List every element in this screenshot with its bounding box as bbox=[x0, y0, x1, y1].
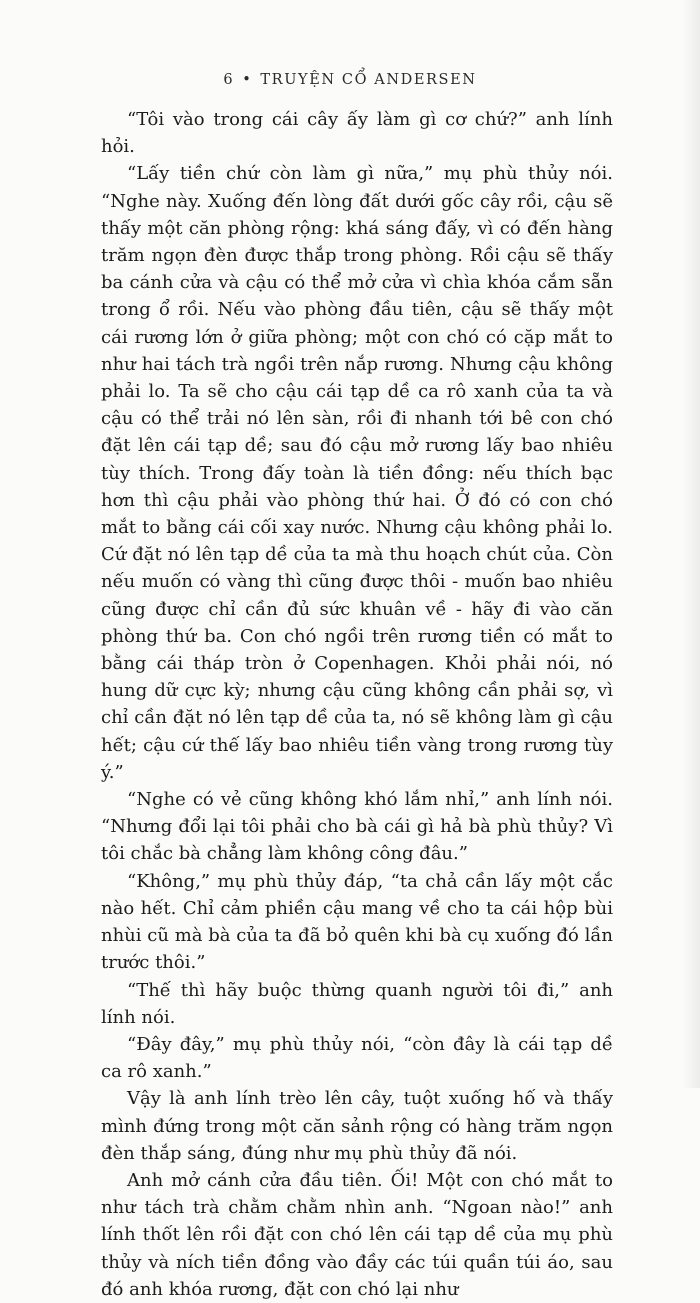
body-text bbox=[101, 106, 613, 1303]
header-separator: • bbox=[242, 72, 253, 88]
page-number: 6 bbox=[223, 72, 235, 88]
paragraph: “Thế thì hãy buộc thừng quanh người tôi đi,” anh lính nói. bbox=[101, 979, 613, 1028]
book-title: TRUYỆN CỔ ANDERSEN bbox=[260, 72, 477, 88]
paragraph: Vậy là anh lính trèo lên cây, tuột xuống hố và thấy mình đứng trong một căn sảnh rộng có hàng trăm ngọn đèn thắp sáng, đúng như mụ phù thủy đã nói. bbox=[101, 1088, 613, 1164]
running-header bbox=[0, 70, 700, 90]
paragraph: “Lấy tiền chứ còn làm gì nữa,” mụ phù thủy nói. “Nghe này. Xuống đến lòng đất dưới gốc cây rồi, cậu sẽ thấy một căn phòng rộng: khá sáng đấy, vì có đến hàng trăm ngọn đèn được thắp trong phòng. Rồi cậu sẽ thấy ba cánh cửa và cậu có thể mở cửa vì chìa khóa cắm sẵn trong ổ rồi. Nếu vào phòng đầu tiên, cậu sẽ thấy một cái rương lớn ở giữa phòng; một con chó có cặp mắt to như hai tách trà ngồi trên nắp rương. Nhưng cậu không phải lo. Ta sẽ cho cậu cái tạp dề ca rô xanh của ta và cậu có thể trải nó lên sàn, rồi đi nhanh tới bê con chó đặt lên cái tạp dề; sau đó cậu mở rương lấy bao nhiêu tùy thích. Trong đấy toàn là tiền đồng: nếu thích bạc hơn thì cậu phải vào phòng thứ hai. Ở đó có con chó mắt to bằng cái cối xay nước. Nhưng cậu không phải lo. Cứ đặt nó lên tạp dề của ta mà thu hoạch chút của. Còn nếu muốn có vàng thì cũng được thôi - muốn bao nhiêu cũng được chỉ cần đủ sức khuân về - hãy đi vào căn phòng thứ ba. Con chó ngồi trên rương tiền có mắt to bằng cái tháp tròn ở Copenhagen. Khỏi phải nói, nó hung dữ cực kỳ; nhưng cậu cũng không cần phải sợ, vì chỉ cần đặt nó lên tạp dề của ta, nó sẽ không làm gì cậu hết; cậu cứ thế lấy bao nhiêu tiền vàng trong rương tùy ý.” bbox=[101, 163, 613, 783]
paragraph: “Không,” mụ phù thủy đáp, “ta chả cần lấy một cắc nào hết. Chỉ cảm phiền cậu mang về cho ta cái hộp bùi nhùi cũ mà bà của ta đã bỏ quên khi bà cụ xuống đó lần trước thôi.” bbox=[101, 870, 613, 974]
paragraph: Anh mở cánh cửa đầu tiên. Ối! Một con chó mắt to như tách trà chằm chằm nhìn anh. “Ngoan nào!” anh lính thốt lên rồi đặt con chó lên cái tạp dề của mụ phù thủy và ních tiền đồng vào đầy các túi quần túi áo, sau đó anh khóa rương, đặt con chó lại như bbox=[101, 1169, 613, 1300]
paragraph: “Nghe có vẻ cũng không khó lắm nhỉ,” anh lính nói. “Nhưng đổi lại tôi phải cho bà cái gì hả bà phù thủy? Vì tôi chắc bà chẳng làm không công đâu.” bbox=[101, 789, 613, 865]
paragraph: “Tôi vào trong cái cây ấy làm gì cơ chứ?” anh lính hỏi. bbox=[101, 109, 613, 158]
page-edge-shadow bbox=[682, 0, 700, 1088]
paragraph: “Đây đây,” mụ phù thủy nói, “còn đây là cái tạp dề ca rô xanh.” bbox=[101, 1033, 613, 1083]
